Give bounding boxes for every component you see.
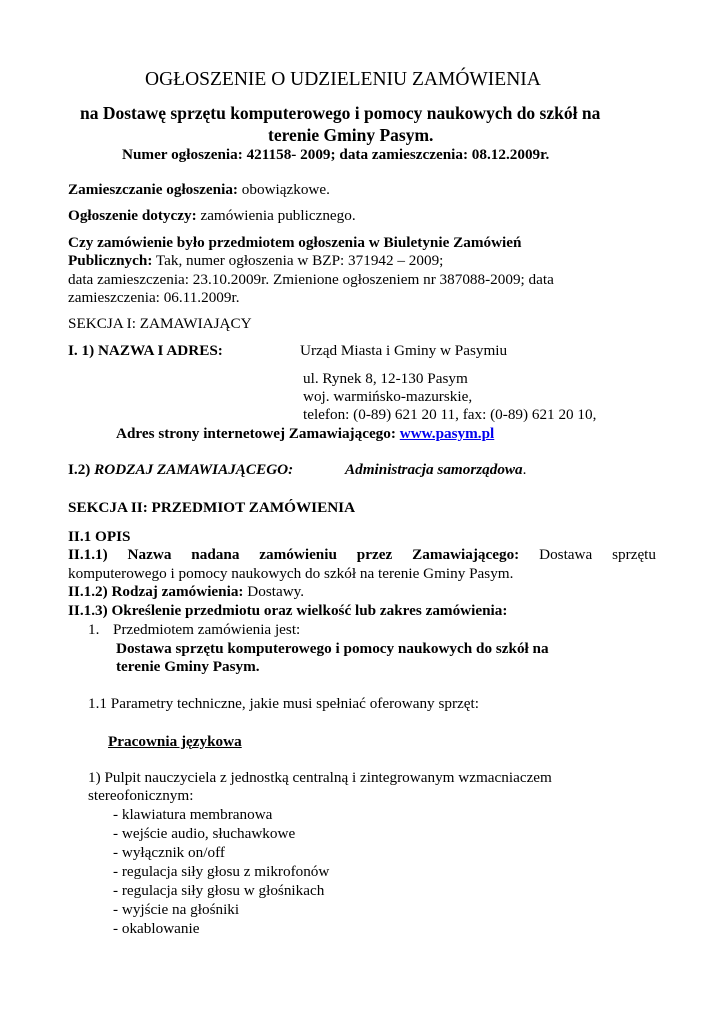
orderer-type-period: .	[522, 461, 527, 478]
feature-item: - regulacja siły głosu z mikrofonów	[113, 863, 330, 880]
bulletin-row	[68, 251, 443, 270]
feature-item: - klawiatura membranowa	[113, 806, 273, 823]
orderer-type-value-row	[345, 460, 526, 479]
feature-item: - regulacja siły głosu w głośnikach	[113, 882, 325, 899]
contract-name-value-2: komputerowego i pomocy naukowych do szkół na terenie Gminy Pasym.	[68, 565, 514, 582]
subtitle-line-2: terenie Gminy Pasym.	[268, 125, 434, 145]
bulletin-label-line-2: Publicznych:	[68, 252, 153, 269]
contract-kind-value: Dostawy.	[243, 583, 305, 600]
orderer-type-value: Administracja samorządowa	[345, 461, 523, 478]
orderer-type-prefix: I.2)	[68, 461, 95, 478]
feature-item: - okablowanie	[113, 920, 200, 937]
website-row	[116, 424, 494, 443]
concerns-label: Ogłoszenie dotyczy:	[68, 207, 197, 224]
concerns-row	[68, 206, 356, 225]
teacher-desk-line-2: stereofonicznym:	[88, 787, 194, 804]
placement-value: obowiązkowe.	[237, 181, 330, 198]
name-address-label: I. 1) NAZWA I ADRES:	[68, 342, 223, 359]
website-link[interactable]: www.pasym.pl	[399, 425, 495, 442]
item-1-text: Przedmiotem zamówienia jest:	[113, 621, 301, 638]
description-heading: II.1 OPIS	[68, 528, 131, 545]
bulletin-line-4: zamieszczenia: 06.11.2009r.	[68, 289, 240, 306]
section-2-heading: SEKCJA II: PRZEDMIOT ZAMÓWIENIA	[68, 499, 356, 516]
orderer-type-row	[68, 460, 293, 479]
technical-parameters: 1.1 Parametry techniczne, jakie musi spełniać oferowany sprzęt:	[88, 695, 479, 712]
feature-item: - wejście audio, słuchawkowe	[113, 825, 296, 842]
page-title: OGŁOSZENIE O UDZIELENIU ZAMÓWIENIA	[145, 69, 541, 90]
orderer-name: Urząd Miasta i Gminy w Pasymiu	[300, 342, 508, 359]
bulletin-value: Tak, numer ogłoszenia w BZP: 371942 – 2009;	[152, 252, 444, 269]
contract-name-row	[68, 545, 656, 564]
website-label: Adres strony internetowej Zamawiającego:	[116, 425, 400, 442]
contract-scope-label: II.1.3) Określenie przedmiotu oraz wielkość lub zakres zamówienia:	[68, 602, 508, 619]
contract-name-label: II.1.1) Nazwa nadana zamówieniu przez Zamawiającego:	[68, 546, 520, 563]
feature-item: - wyjście na głośniki	[113, 901, 240, 918]
contract-kind-label: II.1.2) Rodzaj zamówienia:	[68, 583, 244, 600]
item-1-bold-line-1: Dostawa sprzętu komputerowego i pomocy naukowych do szkół na	[116, 640, 549, 657]
item-1-number: 1.	[88, 621, 100, 638]
address-line-2: woj. warmińsko-mazurskie,	[303, 388, 473, 405]
address-line-1: ul. Rynek 8, 12-130 Pasym	[303, 370, 468, 387]
contract-kind-row	[68, 582, 304, 601]
section-1-heading: SEKCJA I: ZAMAWIAJĄCY	[68, 315, 252, 332]
concerns-value: zamówienia publicznego.	[196, 207, 356, 224]
teacher-desk-line-1: 1) Pulpit nauczyciela z jednostką centralną i zintegrowanym wzmacniaczem	[88, 769, 552, 786]
placement-row	[68, 180, 330, 199]
address-line-3: telefon: (0-89) 621 20 11, fax: (0-89) 621 20 10,	[303, 406, 597, 423]
contract-name-value-1: Dostawa sprzętu	[519, 546, 657, 563]
placement-label: Zamieszczanie ogłoszenia:	[68, 181, 238, 198]
announcement-number: Numer ogłoszenia: 421158- 2009; data zamieszczenia: 08.12.2009r.	[122, 146, 550, 163]
language-lab-heading: Pracownia językowa	[108, 733, 242, 750]
bulletin-label-line-1: Czy zamówienie było przedmiotem ogłoszenia w Biuletynie Zamówień	[68, 234, 522, 251]
orderer-type-label: RODZAJ ZAMAWIAJĄCEGO:	[94, 461, 294, 478]
feature-item: - wyłącznik on/off	[113, 844, 225, 861]
subtitle-line-1: na Dostawę sprzętu komputerowego i pomocy naukowych do szkół na	[80, 103, 601, 123]
item-1-bold-line-2: terenie Gminy Pasym.	[116, 658, 260, 675]
bulletin-line-3: data zamieszczenia: 23.10.2009r. Zmienione ogłoszeniem nr 387088-2009; data	[68, 271, 554, 288]
